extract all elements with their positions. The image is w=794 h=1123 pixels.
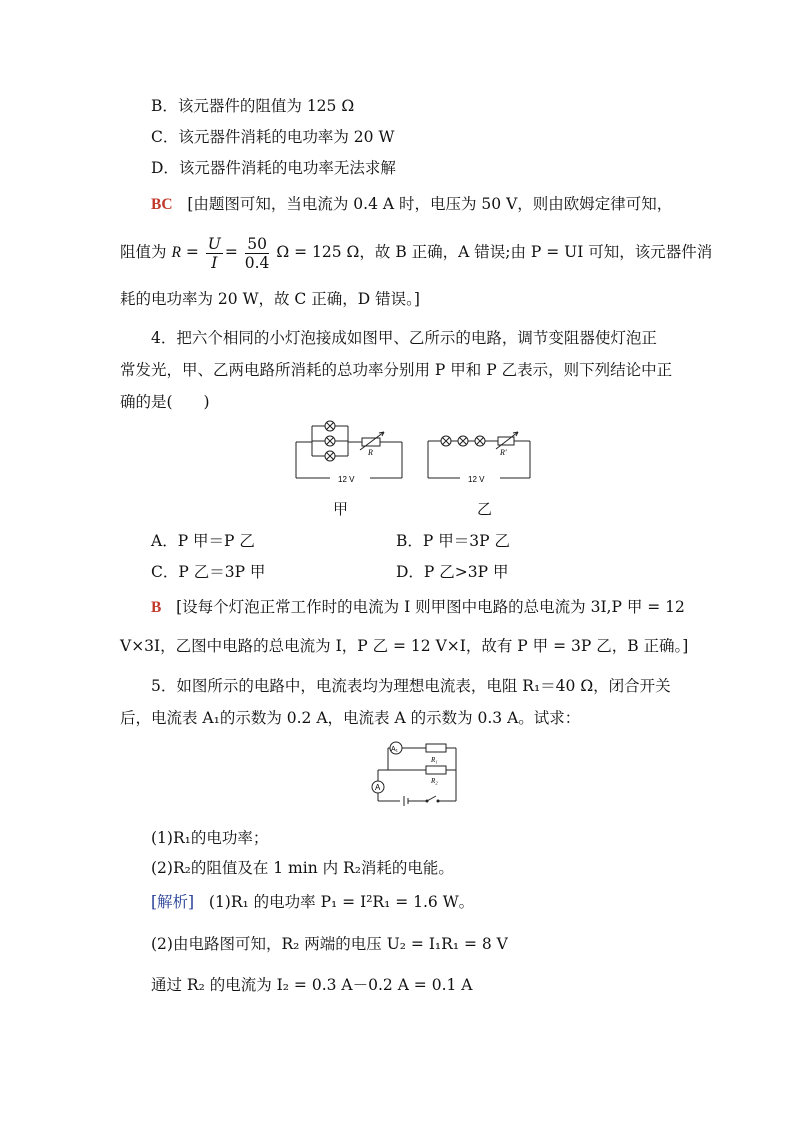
q3-exp3: 耗的电功率为 20 W，故 C 正确，D 错误。] xyxy=(120,290,420,308)
q5-sub2: (2)R₂的阻值及在 1 min 内 R₂消耗的电能。 xyxy=(151,859,454,877)
q5-sol3: 通过 R₂ 的电流为 I₂ = 0.3 A－0.2 A = 0.1 A xyxy=(151,976,473,994)
q3-answer: BC xyxy=(151,196,173,213)
q4-stem-line2: 常发光，甲、乙两电路所消耗的总功率分别用 P 甲和 P 乙表示，则下列结论中正 xyxy=(120,361,673,379)
q4-stem-line1: 4．把六个相同的小灯泡接成如图甲、乙所示的电路，调节变阻器使灯泡正 xyxy=(151,329,657,347)
fig-left-voltage: 12 V xyxy=(338,475,355,484)
q4-exp1: [设每个灯泡正常工作时的电流为 I 则甲图中电路的总电流为 3I,P 甲 = 12 xyxy=(176,598,685,616)
q5-stem-line2: 后，电流表 A₁的示数为 0.2 A，电流表 A 的示数为 0.3 A。试求： xyxy=(120,709,581,727)
fig-left-r-label: R xyxy=(368,448,373,457)
q4-answer: B xyxy=(151,599,162,616)
fig-left-caption: 甲 xyxy=(333,500,349,518)
ammeter-a-label: A xyxy=(375,783,381,792)
q3-option-d: D．该元器件消耗的电功率无法求解 xyxy=(151,159,396,177)
q4-option-d: D．P 乙>3P 甲 xyxy=(396,563,509,581)
q5-solution-line1 xyxy=(151,892,474,912)
q5-sol1: (1)R₁ 的电功率 P₁ = I²R₁ = 1.6 W。 xyxy=(208,893,475,911)
q4-option-b: B．P 甲＝3P 乙 xyxy=(396,532,510,550)
q3-option-b: B．该元器件的阻值为 125 Ω xyxy=(151,97,355,115)
q4-option-a: A．P 甲＝P 乙 xyxy=(151,532,255,550)
circuit-diagram-jia xyxy=(292,416,408,488)
q5-sub1: (1)R₁的电功率； xyxy=(151,829,269,847)
q3-explanation-line2: 阻值为 R = $\frac{U}{I}$ = $\frac{50}{0.4}$ Ω = 125 Ω，故 B 正确，A 错误;由 P = UI 可知，该元器件消 xyxy=(120,234,713,272)
ammeter-a1-label: A₁ xyxy=(391,746,399,753)
circuit-diagram-q5 xyxy=(360,736,464,806)
q3-exp1: [由题图可知，当电流为 0.4 A 时，电压为 50 V，则由欧姆定律可知， xyxy=(187,195,673,213)
fraction-50-over-04: $\frac{50}{0.4}$ xyxy=(244,234,270,272)
q5-stem-line1: 5．如图所示的电路中，电流表均为理想电流表，电阻 R₁＝40 Ω，闭合开关 xyxy=(151,677,671,695)
q4-explanation-line1 xyxy=(151,597,685,618)
fig-right-voltage: 12 V xyxy=(468,475,485,484)
resistor-r1-label: R₁ xyxy=(431,756,438,764)
q3-exp2-r: R xyxy=(171,244,181,261)
resistor-r2-label: R₂ xyxy=(431,777,438,785)
solution-tag: [解析] xyxy=(151,893,195,911)
q4-option-c: C．P 乙＝3P 甲 xyxy=(151,563,266,581)
fig-right-caption: 乙 xyxy=(477,500,493,518)
q4-stem-line3: 确的是( ) xyxy=(120,393,210,411)
circuit-diagram-yi xyxy=(424,428,536,488)
q3-explanation-line1 xyxy=(151,194,672,215)
q5-sol2: (2)由电路图可知，R₂ 两端的电压 U₂ = I₁R₁ = 8 V xyxy=(151,935,508,953)
q4-exp2: V×3I，乙图中电路的总电流为 I，P 乙 = 12 V×I，故有 P 甲 = 3P 乙，B 正确。] xyxy=(120,637,689,655)
q3-exp2-post: Ω = 125 Ω，故 B 正确，A 错误;由 P = UI 可知，该元器件消 xyxy=(276,243,713,261)
q3-exp2-pre: 阻值为 xyxy=(120,243,172,261)
fig-right-r-label: R′ xyxy=(500,448,507,457)
fraction-u-over-i: $\frac{U}{I}$ xyxy=(207,234,221,272)
q3-option-c: C．该元器件消耗的电功率为 20 W xyxy=(151,128,395,146)
